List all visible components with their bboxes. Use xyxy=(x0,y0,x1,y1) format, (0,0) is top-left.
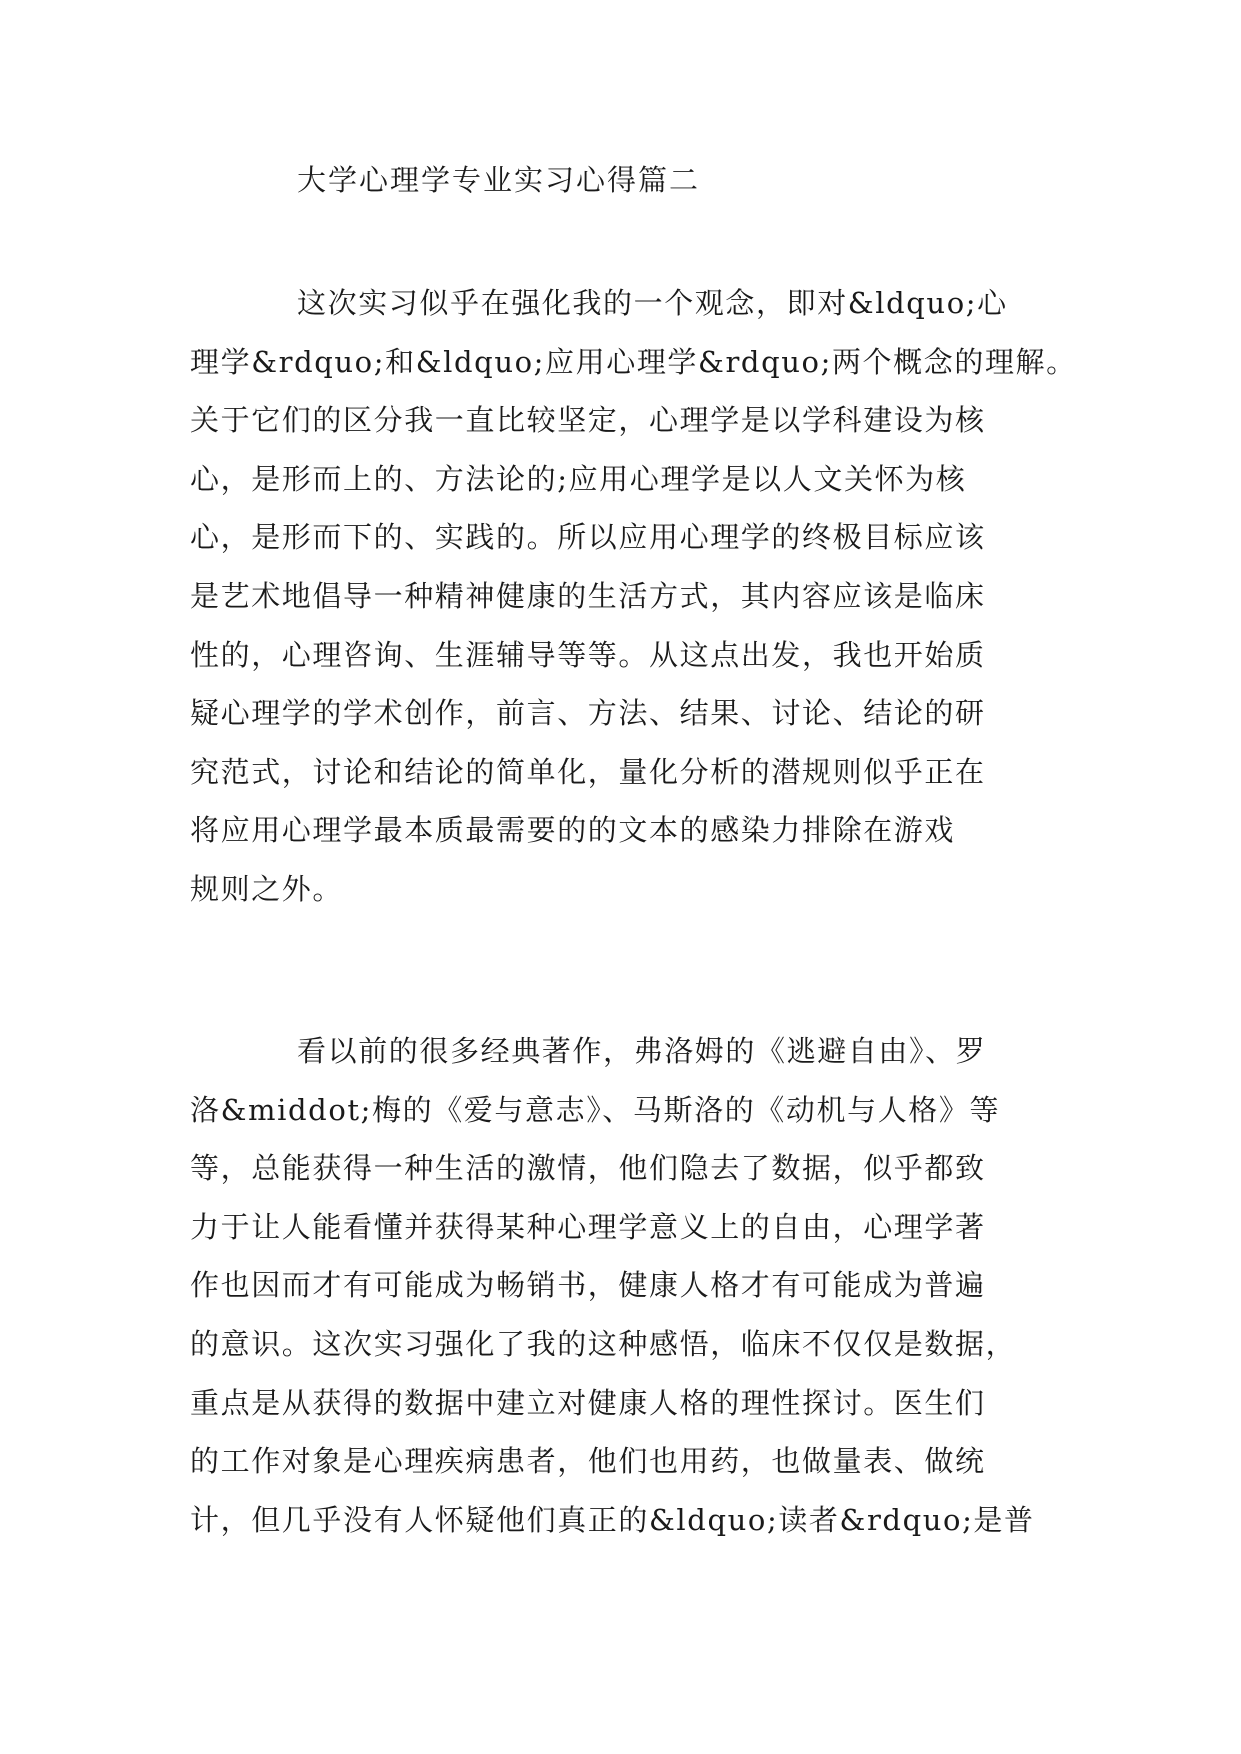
text-line: 规则之外。 xyxy=(190,871,344,906)
text-line: 这次实习似乎在强化我的一个观念，即对&ldquo;心 xyxy=(297,286,1008,320)
text-line: 等，总能获得一种生活的激情，他们隐去了数据，似乎都致 xyxy=(190,1151,986,1186)
text-line: 究范式，讨论和结论的简单化，量化分析的潜规则似乎正在 xyxy=(190,754,986,789)
text-line: 心，是形而上的、方法论的;应用心理学是以人文关怀为核 xyxy=(190,461,967,496)
text-line: 性的，心理咨询、生涯辅导等等。从这点出发，我也开始质 xyxy=(190,637,986,672)
text-line: 重点是从获得的数据中建立对健康人格的理性探讨。医生们 xyxy=(190,1385,986,1420)
text-line: 心，是形而下的、实践的。所以应用心理学的终极目标应该 xyxy=(190,520,986,555)
document-title: 大学心理学专业实习心得篇二 xyxy=(297,163,701,197)
text-line: 力于让人能看懂并获得某种心理学意义上的自由，心理学著 xyxy=(190,1209,986,1244)
text-line: 疑心理学的学术创作，前言、方法、结果、讨论、结论的研 xyxy=(190,696,986,731)
text-line: 的工作对象是心理疾病患者，他们也用药，也做量表、做统 xyxy=(190,1444,986,1479)
text-line: 关于它们的区分我一直比较坚定，心理学是以学科建设为核 xyxy=(190,403,986,438)
text-line: 作也因而才有可能成为畅销书，健康人格才有可能成为普遍 xyxy=(190,1268,986,1303)
text-line: 理学&rdquo;和&ldquo;应用心理学&rdquo;两个概念的理解。 xyxy=(190,344,1077,379)
text-line: 的意识。这次实习强化了我的这种感悟，临床不仅仅是数据， xyxy=(190,1326,1017,1361)
text-line: 是艺术地倡导一种精神健康的生活方式，其内容应该是临床 xyxy=(190,578,986,613)
text-line: 看以前的很多经典著作，弗洛姆的《逃避自由》、罗 xyxy=(297,1034,987,1068)
paragraph-2 xyxy=(190,1022,1050,1549)
text-line: 将应用心理学最本质最需要的的文本的感染力排除在游戏 xyxy=(190,813,956,848)
paragraph-1 xyxy=(190,274,1077,919)
text-line: 计，但几乎没有人怀疑他们真正的&ldquo;读者&rdquo;是普 xyxy=(190,1502,1035,1537)
text-line: 洛&middot;梅的《爱与意志》、马斯洛的《动机与人格》等 xyxy=(190,1092,1001,1127)
